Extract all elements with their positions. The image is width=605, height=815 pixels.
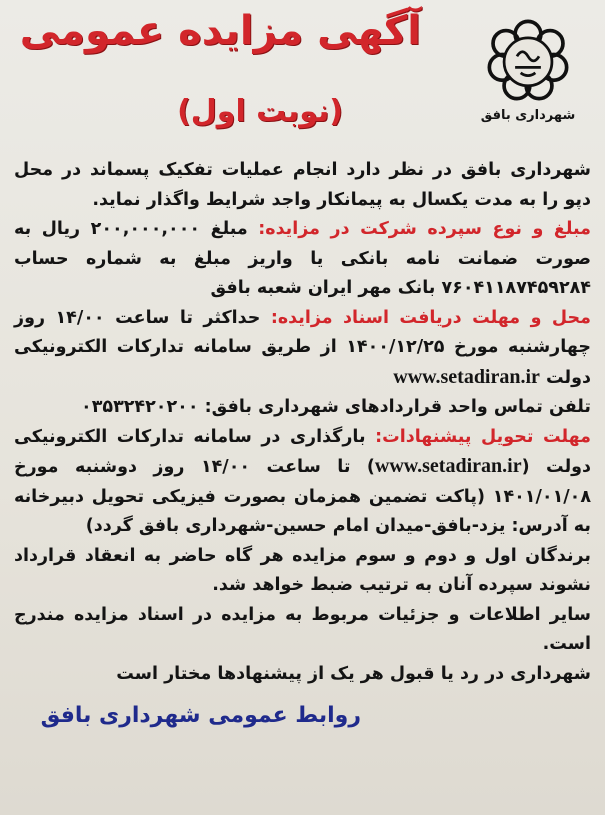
paragraph-winners xyxy=(14,542,591,601)
paragraph-documents xyxy=(14,304,591,394)
notice-header xyxy=(14,8,591,156)
paragraph-other-info xyxy=(14,601,591,660)
notice-round: (نوبت اول) xyxy=(177,94,343,129)
municipality-emblem-icon xyxy=(482,14,574,106)
rights-text: شهرداری در رد یا قبول هر یک از پیشنهادها مختار است xyxy=(116,663,591,684)
intro-text: در نظر دارد انجام عملیات تفکیک پسماند در محل دپو را به مدت یکسال به پیمانکار واجد شرایط واگذار نماید. xyxy=(14,160,591,210)
deadline-url: www.setadiran.ir xyxy=(374,455,522,477)
deposit-label: مبلغ و نوع سپرده شرکت در مزایده: xyxy=(258,219,591,239)
deposit-text: مبلغ ۲۰۰,۰۰۰,۰۰۰ ریال به صورت ضمانت نامه بانکی یا واریز مبلغ به شماره حساب ۷۶۰۴۱۱۸۷۴۵۹۲۸۴ بانک مهر ایران شعبه بافق xyxy=(14,219,591,298)
intro-org-name: شهرداری بافق xyxy=(460,160,591,180)
footer-signature: روابط عمومی شهرداری بافق xyxy=(40,703,361,728)
deadline-label: مهلت تحویل پیشنهادات: xyxy=(375,426,591,447)
winners-text: برندگان اول و دوم و سوم مزایده هر گاه حاضر به انعقاد قرارداد نشوند سپرده آنان به ترتیب ضبط خواهد شد. xyxy=(14,545,591,595)
paragraph-intro xyxy=(14,156,591,215)
notice-body xyxy=(14,156,591,689)
other-info-text: سایر اطلاعات و جزئیات مربوط به مزایده در اسناد مزایده مندرج است. xyxy=(14,604,591,654)
paragraph-deposit xyxy=(14,215,591,304)
phone-text: تلفن تماس واحد قراردادهای شهرداری بافق: ۰۳۵۳۲۴۲۰۲۰۰ xyxy=(81,397,591,417)
deadline-text-b: ) تا ساعت ۱۴/۰۰ روز دوشنبه مورخ ۱۴۰۱/۰۱/۰۸ (پاکت تضمین همزمان بصورت فیزیکی تحویل دبیرخانه به آدرس: یزد-بافق-میدان امام حسین-شهرداری بافق گردد) xyxy=(14,457,591,536)
deadline-text-a: بارگذاری در سامانه تدارکات الکترونیکی دولت ( xyxy=(14,426,592,477)
paragraph-rights xyxy=(14,660,591,690)
paragraph-phone xyxy=(14,393,591,423)
paragraph-deadline xyxy=(14,423,591,542)
documents-label: محل و مهلت دریافت اسناد مزایده: xyxy=(270,307,592,328)
documents-url: www.setadiran.ir xyxy=(393,365,540,388)
documents-text: حداکثر تا ساعت ۱۴/۰۰ روز چهارشنبه مورخ ۱۴۰۰/۱۲/۲۵ از طریق سامانه تدارکات الکترونیکی دولت xyxy=(14,307,591,388)
logo-caption: شهرداری بافق xyxy=(480,108,576,123)
municipality-logo xyxy=(469,14,587,123)
notice-title: آگهی مزایده عمومی xyxy=(19,8,421,54)
